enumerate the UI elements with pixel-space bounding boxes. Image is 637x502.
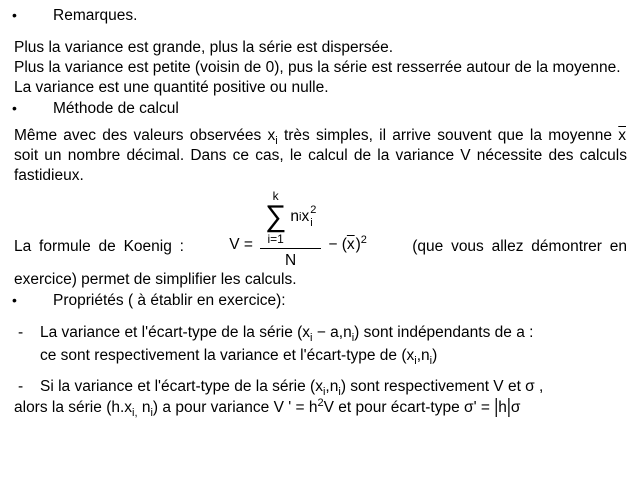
section-title-proprietes: Propriétés ( à établir en exercice): [53,291,286,309]
sum-lower-bound: i=1 [267,231,284,246]
remarques-line-1: Plus la variance est grande, plus la série est dispersée. [14,39,394,56]
series-notation-xi-ni [401,346,438,367]
koenig-formula [229,190,367,270]
series-mid: n [137,398,151,416]
series-close: ) [432,346,438,364]
property-1-text-2: sont indépendants de a : [359,323,534,341]
h-symbol: h [498,398,507,416]
ecart-type-formula [464,395,521,418]
methode-paragraph [14,126,627,186]
subscript-i: i [275,135,278,148]
property-2-text-1: Si la variance et l'écart-type de la série [40,377,311,395]
subscript-i-comma: i, [132,406,138,419]
property-2-text-4: a pour variance [158,398,274,416]
bullet-icon: • [12,100,17,116]
abs-bar: | [506,395,511,418]
property-2-text-5: et pour écart-type [333,398,465,416]
subscript-i: i [310,331,313,344]
series-mid: − a,n [312,323,352,341]
methode-text-1: Même avec des valeurs observées x [14,127,276,144]
sigma-prime-equals: σ' = [464,398,495,416]
series-open: (x [297,323,311,341]
paren-close: ) [355,235,361,253]
variance-pre: V ' = h [273,398,318,416]
superscript-2: 2 [317,396,324,409]
section-header-methode [0,98,637,119]
subscript-i: i [310,217,313,230]
section-header-proprietes [0,290,637,311]
remarques-line-2: Plus la variance est petite (voisin de 0), pus la série est resserrée autour de la moyenne. [14,59,621,76]
subscript-i: i [322,385,326,398]
fraction [260,190,321,270]
x-bar-symbol: $\overline{x}$ [346,235,355,253]
series-close: ) [152,398,159,416]
section-title-methode: Méthode de calcul [53,100,179,117]
minus-xbar-squared [328,233,367,254]
dash-marker: - [18,377,24,395]
superscript-2: 2 [310,203,317,216]
x-sup-sub-stack [310,204,316,232]
koenig-trail-text: (que vous allez démontrer en [412,237,627,255]
subscript-i: i [429,354,433,367]
paren-open: ( [341,235,347,253]
minus-sign: − [328,235,338,253]
bullet-icon: • [12,291,17,308]
property-item-1 [0,321,629,367]
x-bar-symbol: $\overline{x}$ [618,127,626,144]
section-title-remarques: Remarques. [53,7,138,24]
koenig-lead-text: La formule de Koenig : [14,237,184,255]
subscript-i: i [351,331,355,344]
property-1-text-3: ce sont respectivement la variance et l'écart-type de [40,346,402,364]
sigma-icon: ∑ [264,200,287,233]
variance-formula [273,396,334,416]
methode-text-3: soit un nombre décimal. Dans ce cas, le calcul de la variance V nécessite des calculs fastidieux. [14,147,627,184]
series-close: ) [354,323,360,341]
bullet-icon: • [12,7,17,23]
v-equals: V = [229,235,253,253]
series-mid: ,n [325,377,339,395]
abs-bar: | [494,395,499,418]
subscript-i: i [414,354,417,367]
section-header-remarques [0,5,637,26]
variance-post: V [323,398,334,416]
methode-text-2: très simples, il arrive souvent que la moyenne [277,127,619,144]
fraction-denominator: N [260,248,321,270]
series-mid: ,n [416,346,430,364]
property-2-continuation-line [14,395,627,419]
summation-symbol [265,190,286,245]
sum-term: n i x 2 i [290,203,317,230]
series-close: ) [340,377,346,395]
property-2-text-2: sont respectivement V et σ , [345,377,544,395]
koenig-formula-row [14,190,627,270]
dash-marker: - [18,323,24,341]
series-open: (x [401,346,415,364]
series-notation-hxi-ni [106,398,159,419]
subscript-i: i [338,385,341,398]
property-item-1-body [40,321,629,367]
series-notation-xi-ni [310,377,346,398]
property-2-text-3: alors la série [14,398,107,416]
series-open: (h.x [106,398,133,416]
property-item-2 [0,375,629,398]
sigma-symbol: σ [510,398,521,416]
property-item-2-body [40,375,629,398]
fraction-numerator [260,190,321,248]
term-n: n [290,208,299,226]
remarques-line-3: La variance est une quantité positive ou nulle. [14,79,329,96]
superscript-2: 2 [360,233,367,246]
subscript-i: i [150,406,153,419]
series-open: (x [310,377,323,395]
series-notation-xi-a-ni [297,323,360,344]
property-1-text-1: La variance et l'écart-type de la série [40,323,298,341]
sum-upper-bound: k [272,189,279,203]
koenig-continuation-line: exercice) permet de simplifier les calculs. [14,270,297,288]
term-x: x [301,208,310,226]
